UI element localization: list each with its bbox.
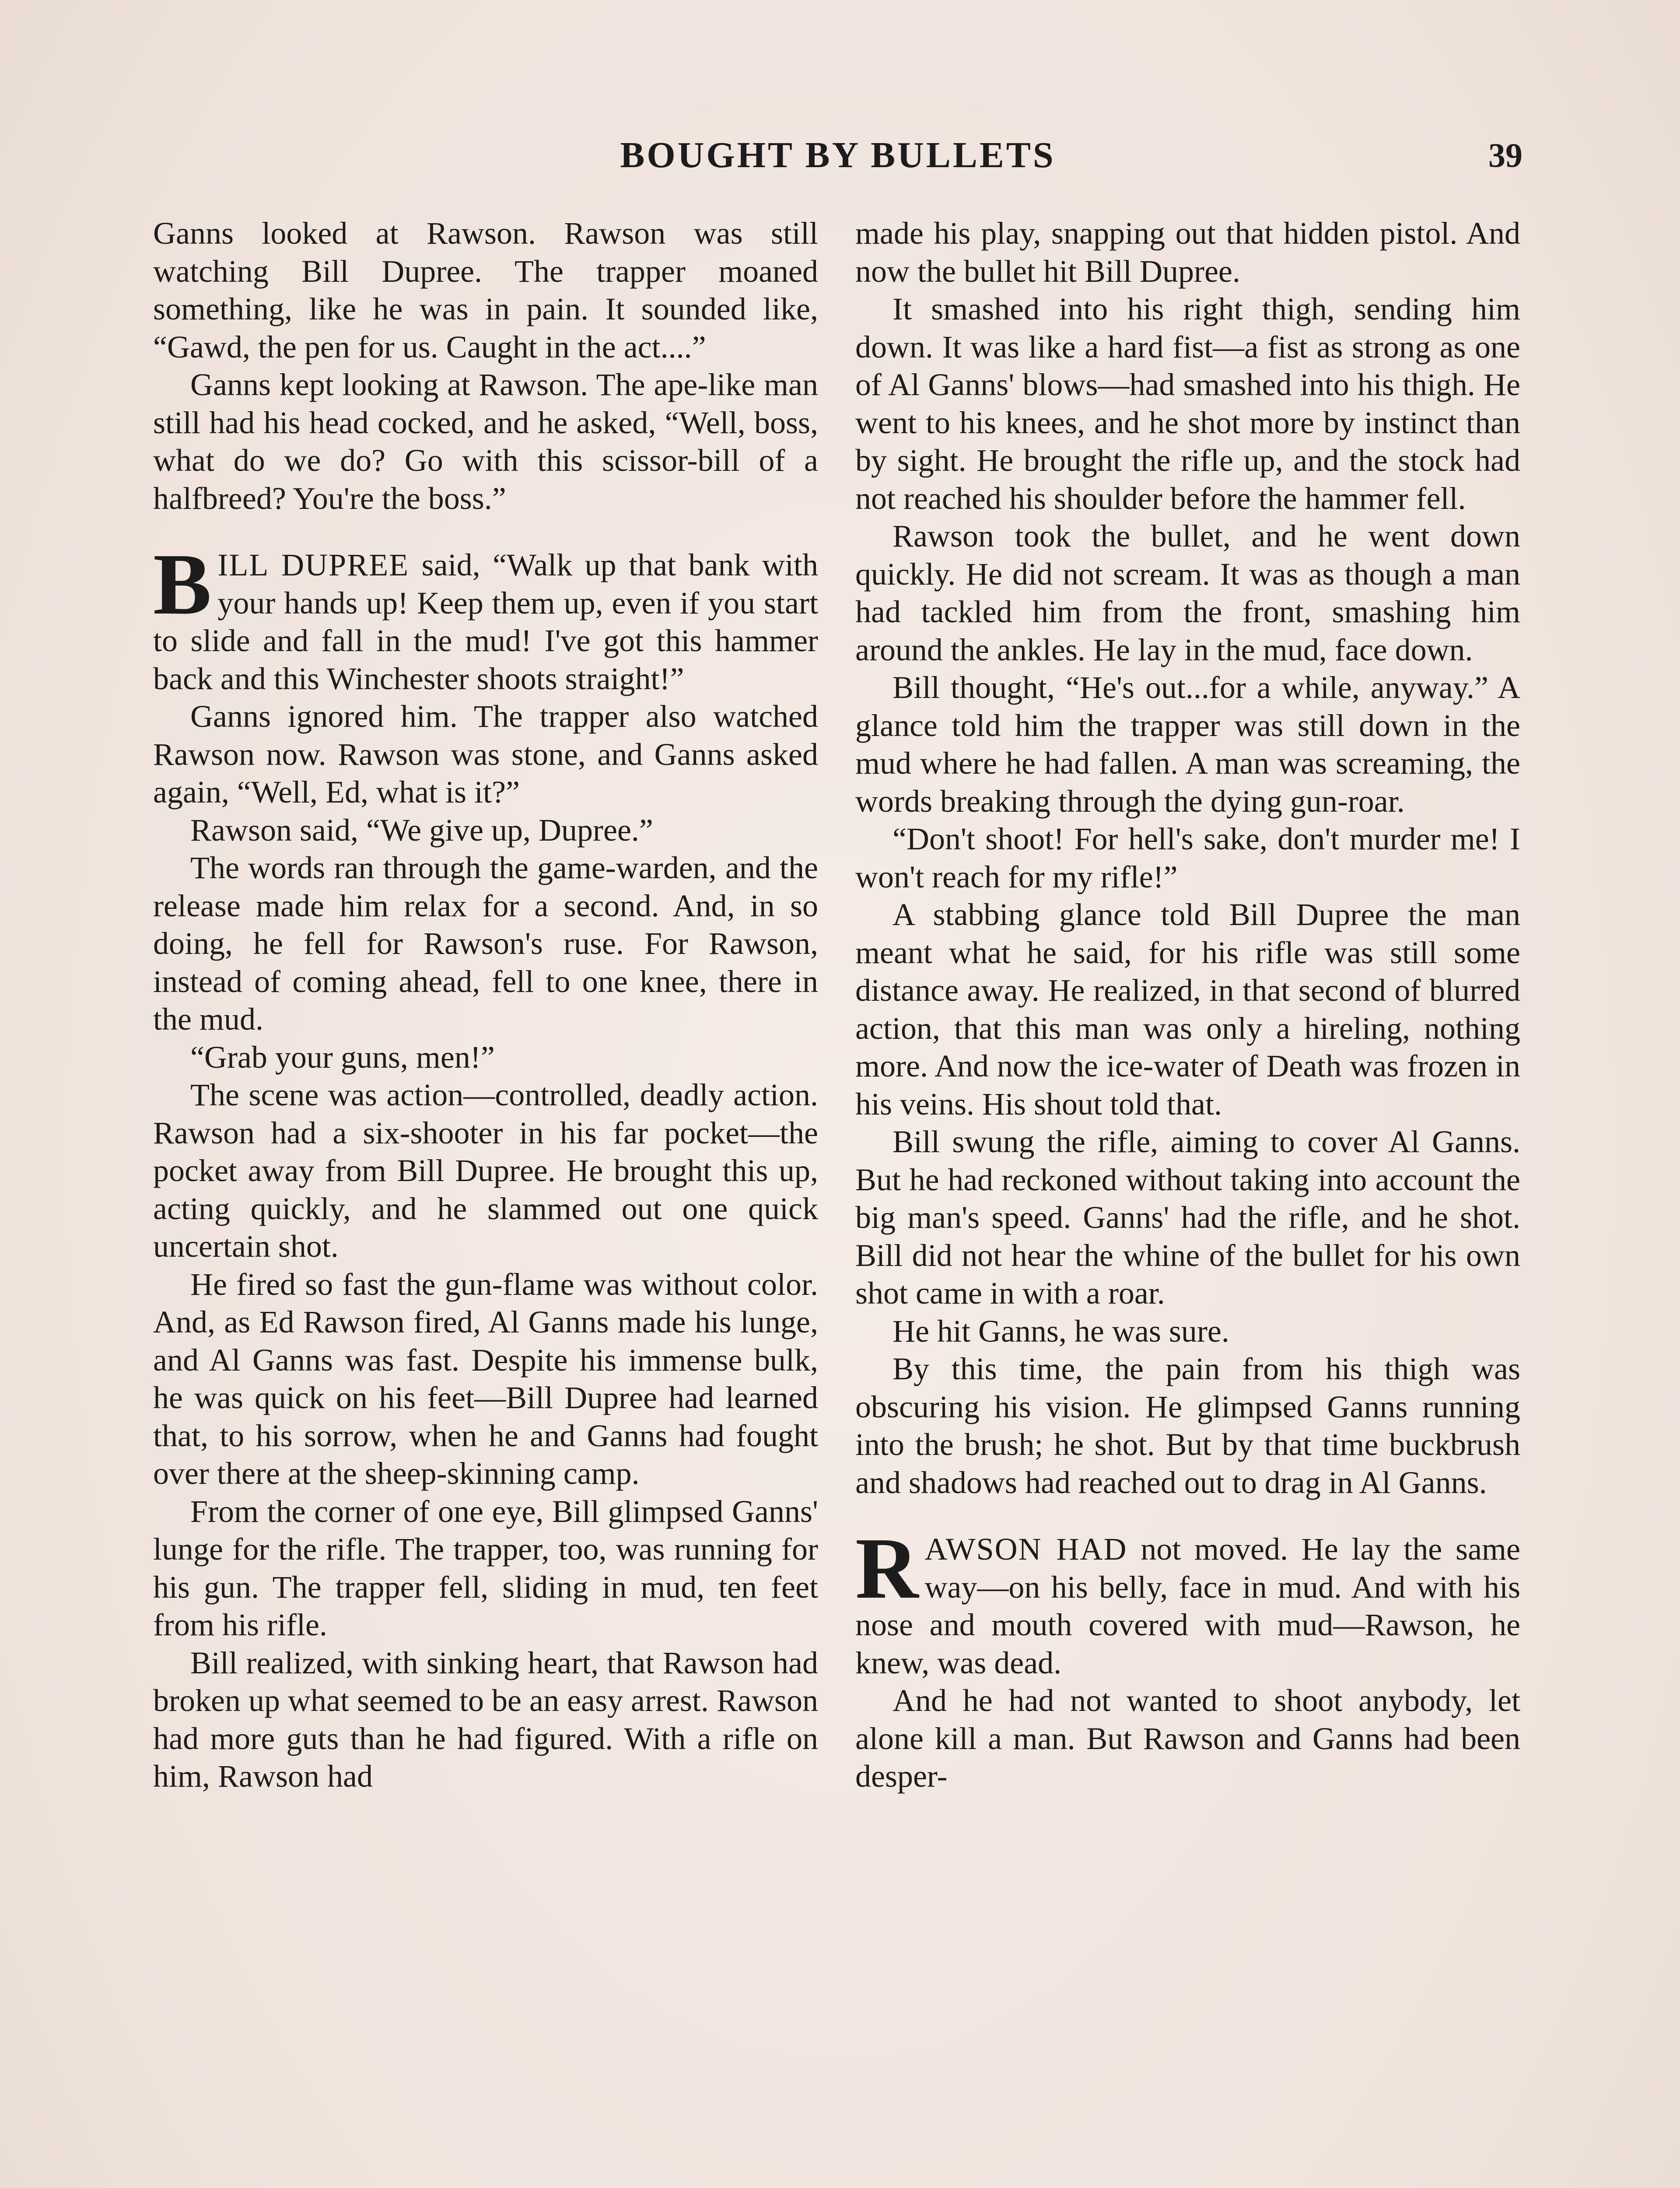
paragraph: Bill realized, with sinking heart, that Rawson had broken up what seemed to be an easy arrest. Rawson had more guts than he had figured. With a rifle on him, Rawson had (153, 1645, 818, 1794)
paragraph: made his play, snapping out that hidden pistol. And now the bullet hit Bill Dupree. (855, 216, 1520, 289)
paragraph: From the corner of one eye, Bill glimpsed Ganns' lunge for the rifle. The trapper, too, was running for his gun. The trapper fell, sliding in mud, ten feet from his rifle. (153, 1494, 818, 1642)
page-header (153, 131, 1522, 179)
paragraph: The words ran through the game-warden, and the release made him relax for a second. And, in so doing, he fell for Rawson's ruse. For Rawson, instead of coming ahead, fell to one knee, there in the mud. (153, 850, 818, 1037)
paragraph: By this time, the pain from his thigh was obscuring his vision. He glimpsed Ganns running into the brush; he shot. But by that time buckbrush and shadows had reached out to drag in Al Ganns. (855, 1351, 1520, 1500)
lead-in-caps: ILL DUPREE (217, 547, 410, 582)
left-column (153, 214, 818, 2188)
lead-in-caps: AWSON HAD (924, 1532, 1127, 1567)
drop-cap: R (855, 1520, 919, 1617)
paragraph-text: not moved. He lay the same way—on his belly, face in mud. And with his nose and mouth covered with mud—Rawson, he knew, was dead. (855, 1532, 1520, 1680)
paragraph: A stabbing glance told Bill Dupree the man meant what he said, for his rifle was still some distance away. He realized, in that second of blurred action, that this man was only a hireling, nothing more. And now the ice-water of Death was frozen in his veins. His shout told that. (855, 897, 1520, 1122)
paragraph: Ganns ignored him. The trapper also watched Rawson now. Rawson was stone, and Ganns asked again, “Well, Ed, what is it?” (153, 699, 818, 810)
paragraph: And he had not wanted to shoot anybody, let alone kill a man. But Rawson and Ganns had been desper- (855, 1683, 1520, 1794)
page-number: 39 (1488, 136, 1522, 174)
paragraph-text: said, “Walk up that bank with your hands up! Keep them up, even if you start to slide and fall in the mud! I've got this hammer back and this Winchester shoots straight!” (153, 547, 818, 696)
paragraph (855, 1520, 1520, 1682)
paragraph: “Grab your guns, men!” (190, 1039, 495, 1075)
running-title: BOUGHT BY BULLETS (620, 135, 1056, 175)
paragraph: Rawson took the bullet, and he went down quickly. He did not scream. It was as though a man had tackled him from the front, smashing him around the ankles. He lay in the mud, face down. (855, 519, 1520, 667)
paragraph: Ganns looked at Rawson. Rawson was still watching Bill Dupree. The trapper moaned something, like he was in pain. It sounded like, “Gawd, the pen for us. Caught in the act....” (153, 216, 818, 365)
paragraph: He fired so fast the gun-flame was without color. And, as Ed Rawson fired, Al Ganns made his lunge, and Al Ganns was fast. Despite his immense bulk, he was quick on his feet—Bill Dupree had learned that, to his sorrow, when he and Ganns had fought over there at the sheep-skinning camp. (153, 1266, 818, 1491)
paragraph: The scene was action—controlled, deadly action. Rawson had a six-shooter in his far pocket—the pocket away from Bill Dupree. He brought this up, acting quickly, and he slammed out one quick uncertain shot. (153, 1077, 818, 1264)
paragraph: It smashed into his right thigh, sending him down. It was like a hard fist—a fist as strong as one of Al Ganns' blows—had smashed into his thigh. He went to his knees, and he shot more by instinct than by sight. He brought the rifle up, and the stock had not reached his shoulder before the hammer fell. (855, 291, 1520, 516)
drop-cap: B (153, 536, 212, 633)
paragraph: He hit Ganns, he was sure. (892, 1313, 1229, 1349)
right-column (855, 214, 1520, 2188)
paragraph: “Don't shoot! For hell's sake, don't murder me! I won't reach for my rifle!” (855, 821, 1520, 894)
paragraph: Rawson said, “We give up, Dupree.” (190, 812, 653, 848)
paragraph: Bill swung the rifle, aiming to cover Al Ganns. But he had reckoned without taking into account the big man's speed. Ganns' had the rifle, and he shot. Bill did not hear the whine of the bullet for his own shot came in with a roar. (855, 1124, 1520, 1311)
paragraph (153, 536, 818, 698)
paragraph: Ganns kept looking at Rawson. The ape-like man still had his head cocked, and he asked, “Well, boss, what do we do? Go with this scissor-bill of a halfbreed? You're the boss.” (153, 367, 818, 516)
paragraph: Bill thought, “He's out...for a while, anyway.” A glance told him the trapper was still down in the mud where he had fallen. A man was screaming, the words breaking through the dying gun-roar. (855, 670, 1520, 819)
